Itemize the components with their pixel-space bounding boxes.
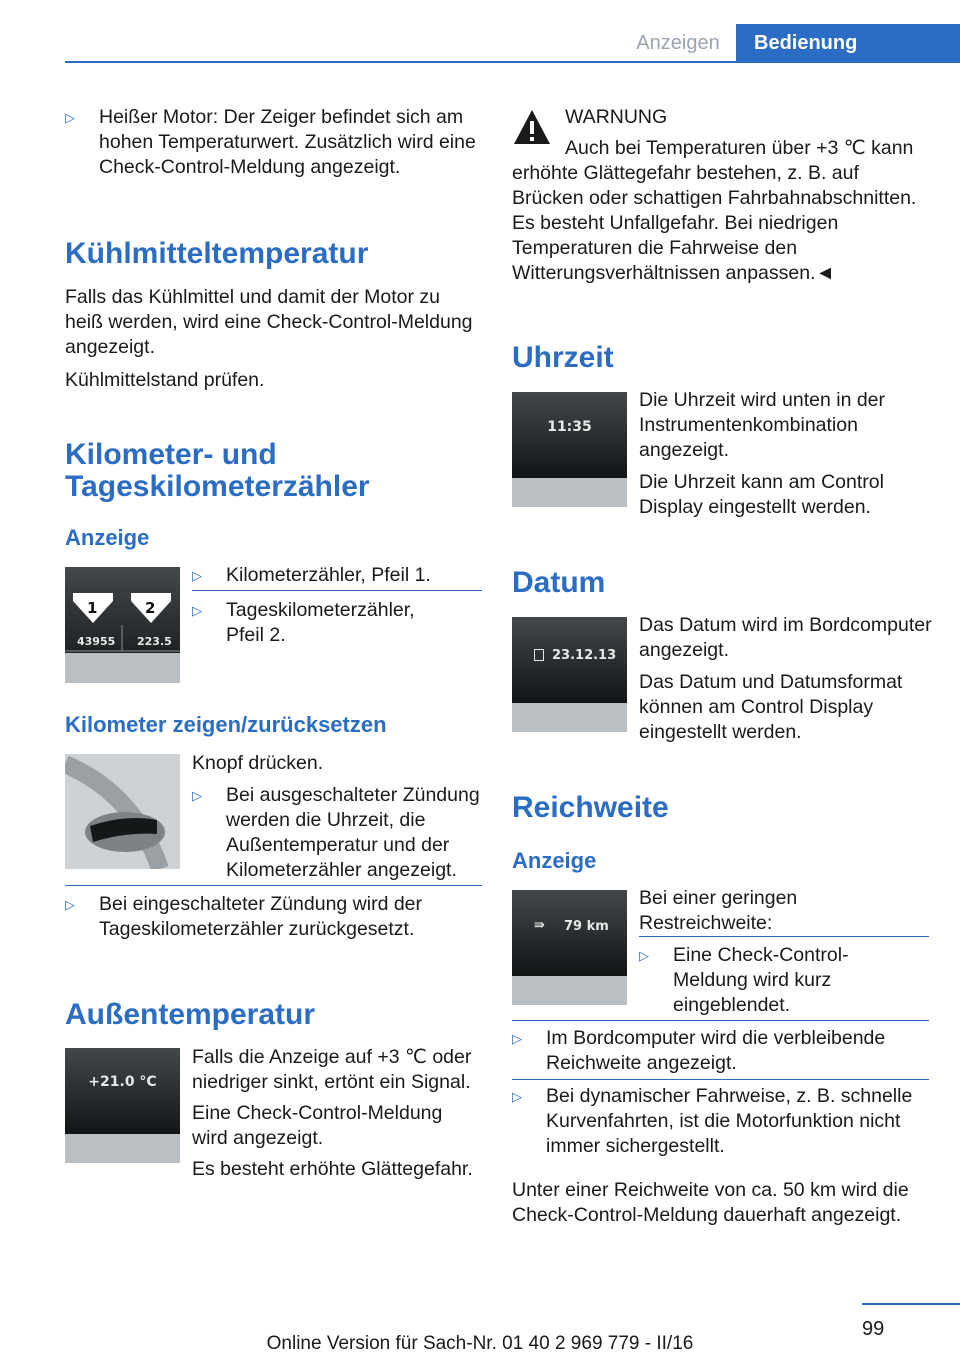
paragraph: Unter einer Reichweite von ca. 50 km wird die Check-Control-Meldung dauerhaft angezeigt. [512, 1179, 909, 1226]
subheading-reset: Kilometer zeigen/zurücksetzen [65, 712, 387, 737]
paragraph: Eine Check-Control-Meldung wird angezeigt. [192, 1102, 443, 1149]
warning-title: WARNUNG [565, 106, 668, 128]
bullet-triangle-icon: ▷ [512, 1089, 522, 1104]
list-item: ▷ Kilometerzähler, Pfeil 1. [192, 564, 431, 586]
trip-value: 223.5 [137, 635, 172, 648]
list-divider [512, 1079, 929, 1080]
paragraph: Die Uhrzeit kann am Control Display eingestellt werden. [639, 471, 884, 518]
paragraph: Kühlmittelstand prüfen. [65, 369, 265, 391]
subheading-display: Anzeige [65, 525, 150, 550]
paragraph: Knopf drücken. [192, 752, 324, 774]
list-divider [65, 885, 482, 886]
list-item: ▷ Tageskilometerzähler, Pfeil 2. [192, 599, 415, 646]
subheading-range-display: Anzeige [512, 848, 597, 873]
list-item: ▷ Heißer Motor: Der Zeiger befindet sich am hohen Temperaturwert. Zusätzlich wird eine Check-Control-Meldung angezeigt. [65, 106, 476, 178]
bullet-triangle-icon: ▷ [512, 1031, 522, 1046]
paragraph: Die Uhrzeit wird unten in der Instrumentenkombination angezeigt. [639, 389, 886, 461]
list-item: ▷ Bei eingeschalteter Zündung wird der Tageskilometerzähler zurückgesetzt. [65, 893, 423, 940]
odometer-value: 43955 [77, 635, 116, 648]
list-item: ▷ Bei ausgeschalteter Zündung werden die Uhrzeit, die Außentemperatur und der Kilometerzähler angezeigt. [192, 784, 480, 881]
date-display-image [512, 617, 627, 732]
heading-range: Reichweite [512, 791, 669, 824]
heading-date: Datum [512, 566, 606, 599]
heading-coolant: Kühlmitteltemperatur [65, 237, 369, 270]
range-display-image [512, 890, 627, 1005]
list-divider [192, 590, 482, 591]
paragraph: Das Datum wird im Bordcomputer angezeigt. [639, 614, 932, 661]
time-display-image [512, 392, 627, 507]
heading-odometer: Kilometer- und Tageskilometerzähler [65, 438, 370, 503]
header-tab-anzeigen: Anzeigen [636, 32, 720, 54]
fuel-pump-icon: ⇛ [534, 918, 545, 933]
time-value: 11:35 [547, 419, 592, 435]
calendar-icon [534, 649, 544, 661]
paragraph: Falls die Anzeige auf +3 ℃ oder niedriger sinkt, ertönt ein Signal. [192, 1046, 472, 1093]
paragraph: Falls das Kühlmittel und damit der Motor zu heiß werden, wird eine Check-Control-Meldung angezeigt. [65, 286, 473, 358]
reset-knob-image [65, 754, 180, 869]
bullet-triangle-icon: ▷ [639, 948, 649, 963]
heading-outside-temp: Außentemperatur [65, 998, 316, 1031]
heading-time: Uhrzeit [512, 341, 614, 374]
reset-knob-icon [65, 754, 180, 869]
list-item: ▷ Bei dynamischer Fahrweise, z. B. schnelle Kurvenfahrten, ist die Motorfunktion nicht immer sichergestellt. [512, 1085, 913, 1157]
bullet-triangle-icon: ▷ [192, 788, 202, 803]
paragraph: Es besteht erhöhte Glättegefahr. [192, 1158, 473, 1180]
footer-version: Online Version für Sach-Nr. 01 40 2 969 779 - II/16 [266, 1333, 694, 1354]
header-rule [65, 61, 960, 63]
header-tab-bedienung: Bedienung [736, 24, 960, 62]
arrow-1-label: 1 [87, 599, 98, 617]
page-number: 99 [862, 1318, 885, 1340]
list-item: ▷ Im Bordcomputer wird die verbleibende Reichweite angezeigt. [512, 1027, 886, 1074]
bullet-triangle-icon: ▷ [192, 603, 202, 618]
bullet-triangle-icon: ▷ [65, 897, 75, 912]
bullet-triangle-icon: ▷ [65, 110, 75, 125]
arrow-2-label: 2 [145, 599, 156, 617]
warning-text: Auch bei Temperaturen über +3 ℃ kann erhöhte Glättegefahr bestehen, z. B. auf Brücken oder schattigen Fahrbahnabschnitten. Es besteht Unfallgefahr. Bei niedrigen Temperaturen die Fahrweise den Witterungsverhältnissen anpassen.◄ [512, 137, 917, 284]
range-value: 79 km [564, 919, 609, 934]
list-divider [512, 1020, 929, 1021]
footer-rule [862, 1303, 960, 1305]
list-item: ▷ Eine Check-Control-Meldung wird kurz eingeblendet. [639, 944, 849, 1016]
paragraph: Das Datum und Datumsformat können am Control Display eingestellt werden. [639, 671, 903, 743]
outside-temp-display-image [65, 1048, 180, 1163]
list-divider [639, 936, 929, 937]
odometer-display-image [65, 567, 180, 683]
paragraph: Bei einer geringen Restreichweite: [639, 887, 798, 934]
bullet-triangle-icon: ▷ [192, 568, 202, 583]
outside-temp-value: +21.0 °C [88, 1074, 157, 1090]
date-value: 23.12.13 [552, 648, 617, 663]
